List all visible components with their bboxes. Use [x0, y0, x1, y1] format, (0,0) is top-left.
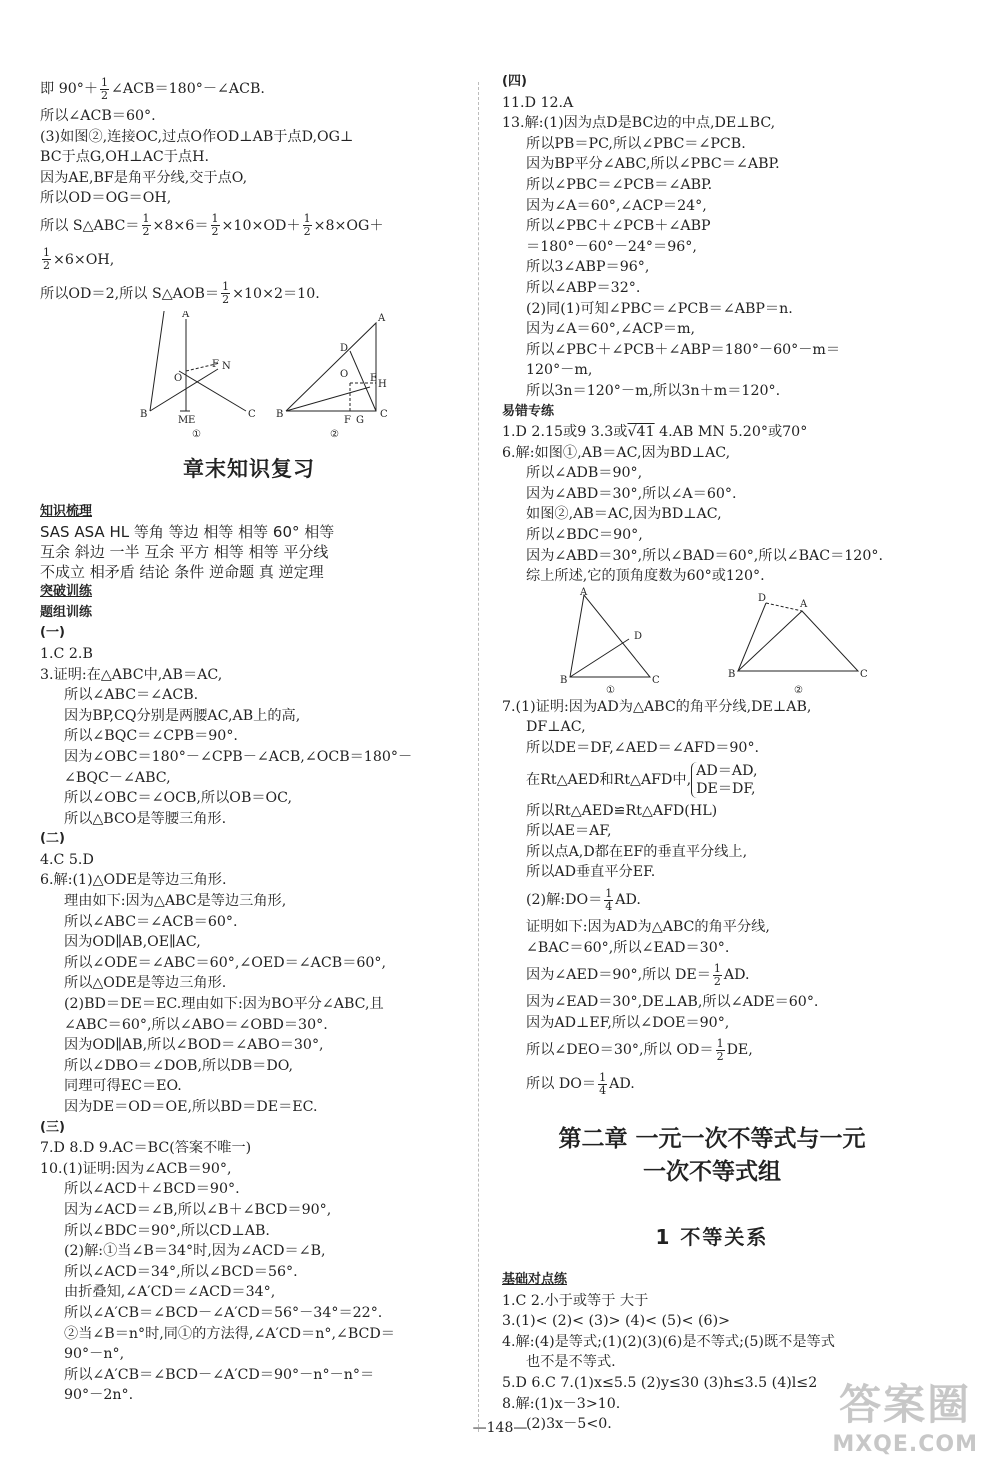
text-line: 所以∠ODE＝∠ABC＝60°,∠OED＝∠ACB＝60°, [64, 954, 387, 971]
lesson-title: 1 不等关系 [655, 1225, 769, 1250]
text-line: 所以∠BQC＝∠CPB＝90°. [64, 728, 238, 745]
text-line: 所以∠A′CB＝∠BCD－∠A′CD＝56°－34°＝22°. [64, 1304, 383, 1321]
text-line: 所以∠ABP＝32°. [526, 279, 641, 296]
point-label: B [560, 674, 568, 686]
point-label: B [140, 408, 148, 420]
point-label: D [340, 342, 349, 354]
text-line: 1.D 2.15或9 3.3或√41 4.AB MN 5.20°或70° [502, 424, 808, 441]
text-line: 所以△ODE是等边三角形. [64, 975, 227, 992]
text-line: 所以 S△ABC＝ $\frac{1}{2}$ ×8×6＝ $\frac{1}{2}$ ×10×OD＋ $\frac{1}{2}$ ×8×OG＋ [40, 212, 384, 239]
right-column [502, 72, 922, 1435]
text-line: 因为DE＝OD＝OE,所以BD＝DE＝EC. [64, 1099, 318, 1115]
text-line: 所以∠ACD＋∠BCD＝90°. [64, 1181, 240, 1198]
point-label: A [580, 586, 588, 598]
text-line: 因为∠ABD＝30°,所以∠BAD＝60°,所以∠BAC＝120°. [526, 547, 883, 564]
text-line: 理由如下:因为△ABC是等边三角形, [64, 893, 287, 910]
text-line: 所以△BCO是等腰三角形. [64, 810, 227, 827]
text-line: 90°－2n°. [64, 1387, 134, 1404]
text-line: 因为BP,CQ分别是两腰AC,AB上的高, [64, 707, 301, 724]
text-line: 因为∠ABD＝30°,所以∠A＝60°. [526, 485, 737, 502]
point-label: C [380, 408, 388, 420]
text-line: ∠BQC－∠ABC, [64, 769, 171, 786]
watermark-url: MXQE.COM [832, 1432, 978, 1457]
text-line: 4.C 5.D [40, 851, 94, 868]
text-line: 也不是不等式. [526, 1354, 616, 1371]
text-line: ∠BAC＝60°,所以∠EAD＝30°. [526, 939, 730, 956]
chapter-title [502, 1123, 922, 1189]
text-line: (2)3x－5<0. [526, 1416, 612, 1433]
text-line: 因为AD⊥EF,所以∠DOE＝90°, [526, 1014, 730, 1031]
text-line: 所以∠DBO＝∠DOB,所以DB＝DO, [64, 1057, 294, 1074]
text-line: $\frac{1}{2}$ ×6×OH, [43, 246, 115, 273]
point-label: A [800, 598, 808, 610]
text-line: 在Rt△AED和Rt△AFD中, AD＝AD, DE＝DF, [526, 762, 758, 797]
column-divider [478, 82, 479, 1432]
text-line: 所以∠ACB＝60°. [40, 108, 156, 124]
text-line: 10.(1)证明:因为∠ACB＝90°, [40, 1160, 232, 1177]
point-label: C [652, 674, 660, 686]
text-line: 所以∠PBC＝∠PCB＝∠ABP. [526, 176, 713, 193]
text-line: 互余 斜边 一半 互余 平方 相等 相等 平分线 [40, 543, 329, 562]
point-label: M [178, 414, 189, 426]
text-line: 5.D 6.C 7.(1)x≤5.5 (2)y≤30 (3)h≤3.5 (4)l≤2 [502, 1374, 818, 1391]
text-line: 所以3∠ABP＝96°, [526, 259, 650, 276]
point-label: F [212, 358, 219, 370]
text-line: 所以∠ABC＝∠ACB. [64, 687, 199, 704]
text-line: (2)BD＝DE＝EC.理由如下:因为BO平分∠ABC,且 [64, 996, 384, 1013]
text-line: 13.解:(1)因为点D是BC边的中点,DE⊥BC, [502, 115, 776, 132]
point-label: D [758, 592, 767, 604]
text-line: 6.解:如图①,AB＝AC,因为BD⊥AC, [502, 444, 731, 461]
text-line: 由折叠知,∠A′CD＝∠ACD＝34°, [64, 1284, 276, 1301]
text-line: 所以∠A′CB＝∠BCD－∠A′CD＝90°－n°－n°＝ [64, 1366, 375, 1383]
section-heading: 易错专练 [502, 403, 555, 419]
point-label: A [378, 312, 386, 324]
text-line: (2)同(1)可知∠PBC＝∠PCB＝∠ABP＝n. [526, 300, 793, 317]
geometry-figure-1-2 [40, 311, 458, 441]
text-line: 如图②,AB＝AC,因为BD⊥AC, [526, 506, 722, 523]
point-label: H [378, 378, 387, 390]
point-label: G [356, 414, 364, 426]
point-label: E [188, 414, 196, 426]
point-label: D [634, 630, 643, 642]
text-line: 所以点A,D都在EF的垂直平分线上, [526, 843, 748, 860]
text-line: 所以∠OBC＝∠OCB,所以OB＝OC, [64, 790, 293, 807]
text-line: 1.C 2.小于或等于 大于 [502, 1292, 649, 1309]
text-line: 因为∠EAD＝30°,DE⊥AB,所以∠ADE＝60°. [526, 994, 819, 1011]
text-line: 90°－n°, [64, 1346, 125, 1363]
text-line: 所以∠BDC＝90°, [526, 527, 643, 544]
point-label: A [182, 310, 190, 320]
point-label: O [340, 368, 349, 380]
text-line: 所以 DO＝ $\frac{1}{4}$ AD. [526, 1070, 635, 1097]
group-heading: (四) [502, 74, 527, 89]
text-line: 所以∠ADB＝90°, [526, 465, 643, 482]
text-line: 所以AE＝AF, [526, 823, 612, 840]
watermark-logo [832, 1372, 978, 1457]
text-line: 所以3n＝120°－m,所以3n＋m＝120°. [526, 382, 781, 399]
text-line: 所以∠ACD＝34°,所以∠BCD＝56°. [64, 1263, 298, 1280]
left-column [40, 72, 458, 1406]
figure-caption: ② [794, 684, 803, 696]
text-line: 11.D 12.A [502, 94, 574, 111]
text-line: BC于点G,OH⊥AC于点H. [40, 149, 209, 166]
point-label: O [174, 372, 183, 384]
text-line: 所以AD垂直平分EF. [526, 864, 656, 881]
text-line: 因为∠AED＝90°,所以 DE＝ $\frac{1}{2}$ AD. [526, 961, 750, 988]
figure-caption: ② [330, 428, 339, 440]
text-line: 所以∠ABC＝∠ACB＝60°. [64, 913, 238, 930]
text-line: 3.(1)< (2)< (3)> (4)< (5)< (6)> [502, 1313, 730, 1330]
text-line: 证明如下:因为AD为△ABC的角平分线, [526, 919, 770, 935]
point-label: B [728, 668, 736, 680]
text-line: 所以DE＝DF,∠AED＝∠AFD＝90°. [526, 740, 760, 757]
text-line: 7.(1)证明:因为AD为△ABC的角平分线,DE⊥AB, [502, 698, 812, 715]
text-line: 4.解:(4)是等式;(1)(2)(3)(6)是不等式;(5)既不是等式 [502, 1333, 835, 1350]
text-line: DF⊥AC, [526, 719, 586, 736]
text-line: 因为∠A＝60°,∠ACP＝m, [526, 321, 696, 338]
text-line: 所以OD＝2,所以 S△AOB＝ $\frac{1}{2}$ ×10×2＝10. [40, 280, 320, 307]
text-line: 所以∠BDC＝90°,所以CD⊥AB. [64, 1222, 270, 1239]
text-line: ②当∠B＝n°时,同①的方法得,∠A′CD＝n°,∠BCD＝ [64, 1325, 395, 1342]
point-label: C [248, 408, 256, 420]
text-line: 因为∠OBC＝180°－∠CPB－∠ACB,∠OCB＝180°－ [64, 748, 413, 765]
text-line: 所以∠DEO＝30°,所以 OD＝ $\frac{1}{2}$ DE, [526, 1036, 753, 1063]
group-heading: (三) [40, 1119, 65, 1135]
text-line: 不成立 相矛盾 结论 条件 逆命题 真 逆定理 [40, 563, 324, 582]
chapter-review-title: 章末知识复习 [183, 456, 315, 481]
text-line: 6.解:(1)△ODE是等边三角形. [40, 872, 227, 889]
text-line: 7.D 8.D 9.AC＝BC(答案不唯一) [40, 1140, 252, 1157]
text-line: 1.C 2.B [40, 645, 93, 662]
text-line: 因为AE,BF是角平分线,交于点O, [40, 169, 248, 186]
text-line: 即 90°＋ $\frac{1}{2}$ ∠ACB＝180°－∠ACB. [40, 75, 265, 102]
text-line: 所以∠PBC＋∠PCB＋∠ABP [526, 218, 711, 235]
text-line: ＝180°－60°－24°＝96°, [526, 238, 697, 255]
text-line: 因为∠A＝60°,∠ACP＝24°, [526, 197, 707, 214]
point-label: B [276, 408, 284, 420]
text-line: 3.证明:在△ABC中,AB＝AC, [40, 666, 223, 683]
text-line: 所以PB＝PC,所以∠PBC＝∠PCB. [526, 135, 746, 152]
text-line: 综上所述,它的顶角度数为60°或120°. [526, 568, 765, 585]
text-line: (2)解:①当∠B＝34°时,因为∠ACD＝∠B, [64, 1243, 326, 1260]
chapter-title-line: 第二章 一元一次不等式与一元 [558, 1126, 866, 1153]
text-line: 因为∠ACD＝∠B,所以∠B＋∠BCD＝90°, [64, 1201, 332, 1218]
figure-caption: ① [606, 684, 615, 696]
text-line: 120°－m, [526, 362, 593, 379]
text-line: 同理可得EC＝EO. [64, 1078, 182, 1095]
text-line: SAS ASA HL 等角 等边 相等 相等 60° 相等 [40, 523, 335, 542]
geometry-figure-isosceles [502, 587, 922, 697]
group-heading: (一) [40, 625, 65, 641]
point-label: E [370, 372, 378, 384]
group-heading: (二) [40, 831, 65, 847]
section-heading: 突破训练 [40, 584, 93, 600]
point-label: N [222, 360, 231, 372]
text-line: 8.解:(1)x－3>10. [502, 1395, 621, 1412]
text-line: 因为OD∥AB,所以∠BOD＝∠ABO＝30°, [64, 1037, 324, 1054]
section-heading: 题组训练 [40, 604, 93, 620]
figure-caption: ① [192, 428, 201, 440]
text-line: (3)如图②,连接OC,过点O作OD⊥AB于点D,OG⊥ [40, 128, 354, 145]
text-line: 因为BP平分∠ABC,所以∠PBC＝∠ABP. [526, 156, 780, 173]
section-heading: 知识梳理 [40, 503, 93, 519]
text-line: 所以∠PBC＋∠PCB＋∠ABP＝180°－60°－m＝ [526, 341, 841, 358]
watermark-text: 答案圈 [839, 1380, 972, 1429]
text-line: 因为OD∥AB,OE∥AC, [64, 934, 201, 951]
chapter-title-line: 一次不等式组 [643, 1159, 781, 1186]
section-heading: 基础对点练 [502, 1271, 568, 1287]
point-label: C [860, 668, 868, 680]
page-number: —148— [472, 1420, 528, 1436]
text-line: 所以OD＝OG＝OH, [40, 190, 172, 207]
text-line: (2)解:DO＝ $\frac{1}{4}$ AD. [526, 886, 641, 913]
point-label: F [344, 414, 351, 426]
text-line: ∠ABC＝60°,所以∠ABO＝∠OBD＝30°. [64, 1016, 328, 1033]
text-line: 所以Rt△AED≌Rt△AFD(HL) [526, 802, 718, 819]
